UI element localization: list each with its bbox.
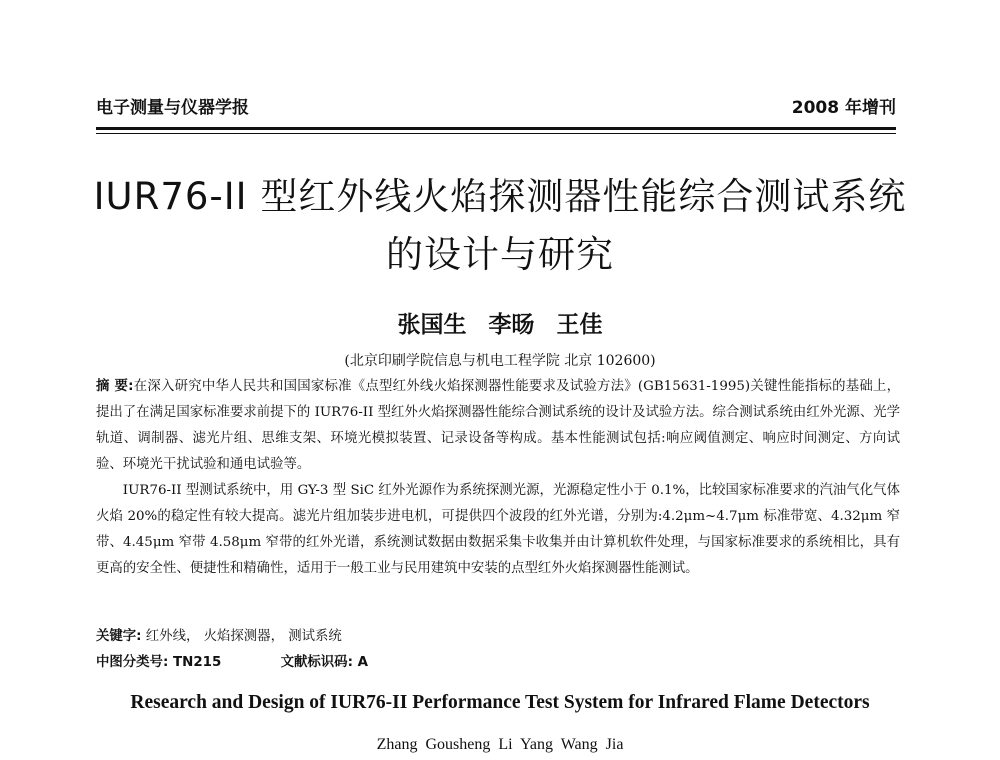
clc-value: TN215 bbox=[172, 655, 222, 670]
title-line-2: 的设计与研究 bbox=[386, 233, 614, 276]
paper-title bbox=[60, 168, 940, 284]
english-authors: Zhang Gousheng Li Yang Wang Jia bbox=[376, 736, 624, 753]
classification-line bbox=[96, 652, 900, 674]
keywords bbox=[96, 626, 900, 648]
doc-code-value: A bbox=[357, 655, 368, 670]
affiliation: (北京印刷学院信息与机电工程学院 北京 102600) bbox=[344, 353, 656, 369]
abstract-para-1 bbox=[96, 374, 900, 478]
title-line-1: IUR76-II 型红外线火焰探测器性能综合测试系统 bbox=[93, 175, 907, 218]
abstract bbox=[96, 374, 900, 582]
journal-name: 电子测量与仪器学报 bbox=[96, 98, 249, 118]
running-header bbox=[96, 92, 896, 118]
issue-label: 2008 年增刊 bbox=[791, 98, 896, 118]
clc-label: 中图分类号: bbox=[96, 655, 169, 670]
abstract-label: 摘 要: bbox=[96, 379, 134, 394]
keywords-text: 红外线， 火焰探测器， 测试系统 bbox=[145, 629, 342, 644]
author-list: 张国生 李旸 王佳 bbox=[397, 311, 603, 338]
header-rule-thin bbox=[96, 133, 896, 134]
abstract-para-2: IUR76-II 型测试系统中，用 GY-3 型 SiC 红外光源作为系统探测光源，光源稳定性小于 0.1%，比较国家标准要求的汽油气化气体火焰 20%的稳定性有较大提高。滤光片组加装步进电机，可提供四个波段的红外光谱，分别为:4.2μm~4.7μm 标准带宽、4.32μm 窄带、4.45μm 窄带 4.58μm 窄带的红外光谱，系统测试数据由数据采集卡收集并由计算机软件处理，与国家标准要求的系统相比，具有更高的安全性、便捷性和精确性，适用于一般工业与民用建筑中安装的点型红外火焰探测器性能测试。 bbox=[96, 483, 900, 576]
abstract-text-1: 在深入研究中华人民共和国国家标准《点型红外线火焰探测器性能要求及试验方法》(GB15631-1995)关键性能指标的基础上，提出了在满足国家标准要求前提下的 IUR76-II 型红外火焰探测器性能综合测试系统的设计及试验方法。综合测试系统由红外光源、光学轨道、调制器、滤光片组、思维支架、环境光模拟装置、记录设备等构成。基本性能测试包括:响应阈值测定、响应时间测定、方向试验、环境光干扰试验和通电试验等。 bbox=[96, 379, 900, 472]
doc-code-label: 文献标识码: bbox=[280, 655, 353, 670]
keywords-label: 关键字: bbox=[96, 629, 142, 644]
header-rule-thick bbox=[96, 127, 896, 130]
english-title: Research and Design of IUR76-II Performance Test System for Infrared Flame Detectors bbox=[130, 692, 870, 713]
